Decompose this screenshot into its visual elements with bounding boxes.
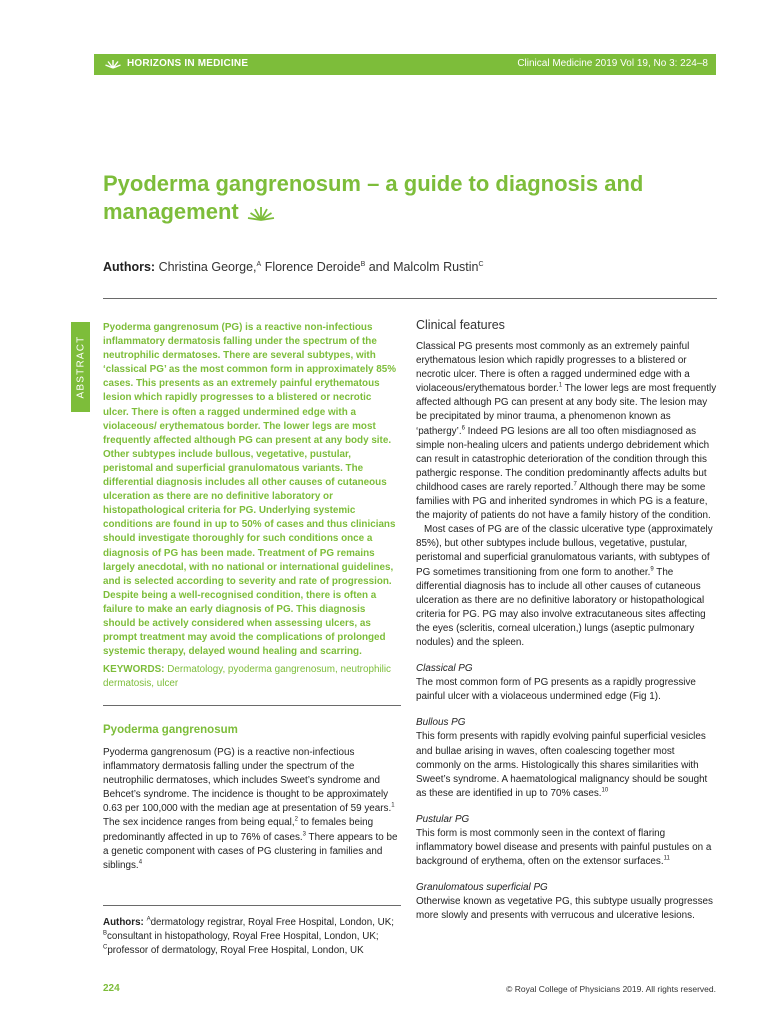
affiliations-label: Authors:: [103, 917, 144, 928]
keywords-label: KEYWORDS:: [103, 664, 165, 675]
subtype-text: [416, 730, 718, 800]
body-text: There appears to be a genetic component with cases of PG clustering in families and siblings.: [103, 831, 398, 871]
citation-ref: 1: [558, 382, 563, 389]
clinical-paragraph: [416, 523, 718, 650]
divider: [103, 705, 401, 706]
keywords: [103, 663, 399, 691]
subtype-heading: Bullous PG: [416, 717, 466, 729]
citation-ref: 4: [138, 859, 143, 866]
section-heading: Pyoderma gangrenosum: [103, 724, 238, 736]
subtype-heading: Granulomatous superficial PG: [416, 882, 548, 894]
divider: [103, 905, 401, 906]
clinical-paragraph: [416, 340, 718, 523]
author-name: and Malcolm Rustin: [368, 260, 479, 274]
body-text: Otherwise known as vegetative PG, this subtype usually progresses more slowly and presents with verrucous and ulcerative lesions.: [416, 896, 713, 922]
author-affiliation-mark: A: [256, 260, 262, 268]
affiliation-text: dermatology registrar, Royal Free Hospital, London, UK;: [150, 917, 394, 928]
subtype-text: [416, 895, 718, 923]
article-title-text: Pyoderma gangrenosum – a guide to diagnosis and management: [103, 171, 644, 224]
citation-ref: 10: [601, 787, 609, 794]
affiliation-mark: A: [146, 916, 151, 923]
subtype-text: [416, 827, 718, 869]
citation-ref: 9: [650, 566, 654, 573]
citation-ref: 1: [391, 803, 395, 810]
author-affiliations: [103, 916, 403, 958]
affiliation-mark: C: [103, 944, 108, 951]
citation-ref: 11: [663, 855, 670, 862]
abstract-tab-label: ABSTRACT: [75, 335, 86, 399]
body-text: Indeed PG lesions are all too often misdiagnosed as simple non-healing ulcers and patients undergo debridement which can result in catastrophic deterioration of the condition through this pathergic response. The condition predominantly affects adults but childhood cases are rarely reported.: [416, 425, 710, 493]
article-title: [103, 170, 663, 228]
subtype-heading: Classical PG: [416, 663, 473, 675]
copyright-notice: © Royal College of Physicians 2019. All rights reserved.: [506, 984, 716, 994]
body-text: This form is most commonly seen in the context of flaring inflammatory bowel disease and presents with painful pustules on a background of erythema, often on the extensor surfaces.: [416, 828, 712, 868]
author-name: Florence Deroide: [264, 260, 361, 274]
authors-line: [103, 260, 484, 274]
page-number: 224: [103, 983, 120, 994]
citation-ref: 3: [302, 831, 306, 838]
affiliation-text: consultant in histopathology, Royal Free Hospital, London, UK;: [107, 931, 379, 942]
citation-ref: 7: [573, 481, 577, 488]
subtype-text: [416, 676, 718, 704]
clinical-features-heading: Clinical features: [416, 318, 505, 332]
series-label: [104, 58, 248, 69]
body-text: Classical PG presents most commonly as an extremely painful erythematous lesion which rapidly progresses to a blistered or necrotic ulcer. There is often a ragged undermined edge with a violaceous/erythematous border.: [416, 341, 690, 395]
journal-citation: Clinical Medicine 2019 Vol 19, No 3: 224–8: [517, 58, 708, 69]
body-text: The differential diagnosis has to include all other causes of cutaneous ulceration as there are no definitive laboratory or histopathological criteria for PG. PG may also involve extracutaneous sites affecting the eyes (scleritis, corneal ulceration,) lungs (aseptic pulmonary nodules) and the spleen.: [416, 566, 706, 648]
journal-header-bar: [94, 54, 716, 75]
subtype-heading: Pustular PG: [416, 813, 470, 825]
affiliation-text: professor of dermatology, Royal Free Hospital, London, UK: [107, 945, 364, 956]
author-affiliation-mark: C: [478, 260, 484, 268]
abstract-text: Pyoderma gangrenosum (PG) is a reactive non-infectious inflammatory dermatosis falling under the spectrum of the neutrophilic dermatoses. There are several subtypes, with ‘classical PG’ as the most common form in approximately 85% cases. This presents as an extremely painful erythematous lesion which rapidly progresses to a blistered or necrotic ulcer. There is often a ragged undermined edge with a violaceous/ erythematous border. The lower legs are most frequently affected although PG can present at any body site. Other subtypes include bullous, vegetative, pustular, peristomal and superficial granulomatous variants. The differential diagnosis includes all other causes of cutaneous ulceration as there are no definitive laboratory or histopathological criteria for PG. Underlying systemic conditions are found in up to 50% of cases and thus clinicians should investigate thoroughly for such conditions once a diagnosis of PG has been made. Treatment of PG remains largely anecdotal, with no national or international guidelines, and is selected according to severity and rate of progression. Despite being a well-recognised condition, there is often a failure to make an early diagnosis of PG. This diagnosis should be actively considered when assessing ulcers, as prompt treatment may avoid the complications of prolonged systemic therapy, delayed wound healing and scarring.: [103, 322, 397, 658]
citation-ref: 6: [461, 425, 465, 432]
abstract-tab: [71, 322, 90, 412]
body-text: The lower legs are most frequently affected although PG can present at any body site. The lesion may be precipitated by minor trauma, a phenomenon known as ‘pathergy’.: [416, 383, 717, 437]
body-text: to females being predominantly affected in up to 76% of cases.: [103, 817, 374, 843]
body-text: The sex incidence ranges from being equal,: [103, 817, 295, 829]
series-text: HORIZONS IN MEDICINE: [127, 58, 249, 69]
body-text: Although there may be some families with PG and inherited syndromes in which PG is a feature, the majority of patients do not have a family history of the condition.: [416, 481, 711, 522]
intro-paragraph: [103, 746, 399, 873]
body-text: Most cases of PG are of the classic ulcerative type (approximately 85%), but other subtypes include bullous, vegetative, pustular, peristomal and superficial granulomatous variants, with subtypes of PG sometimes transitioning from one form to another.: [416, 524, 713, 578]
authors-label: Authors:: [103, 260, 156, 274]
body-text: The most common form of PG presents as a rapidly progressive painful ulcer with a violaceous undermined edge (Fig 1).: [416, 677, 696, 703]
body-text: This form presents with rapidly evolving painful superficial vesicles and bullae arising in waves, often coalescing together most commonly on the arms. Histologically this shares similarities with Sweet’s syndrome. A haematological malignancy should be sought as these are identified in up to 70% cases.: [416, 731, 708, 799]
divider: [103, 298, 717, 299]
author-name: Christina George,: [158, 260, 257, 274]
horizons-sunburst-icon: [104, 58, 122, 69]
right-column: [416, 318, 718, 924]
citation-ref: 2: [294, 817, 298, 824]
author-affiliation-mark: B: [360, 260, 366, 268]
horizons-sunburst-icon: [247, 200, 275, 228]
body-text: Pyoderma gangrenosum (PG) is a reactive non-infectious inflammatory dermatosis falling under the spectrum of the neutrophilic dermatoses, which includes Sweet’s syndrome and Behcet’s syndrome. The incidence is thought to be approximately 0.63 per 100,000 with the median age at presentation of 59 years.: [103, 747, 392, 815]
keywords-list: Dermatology, pyoderma gangrenosum, neutrophilic dermatosis, ulcer: [103, 664, 391, 690]
affiliation-mark: B: [103, 930, 108, 937]
